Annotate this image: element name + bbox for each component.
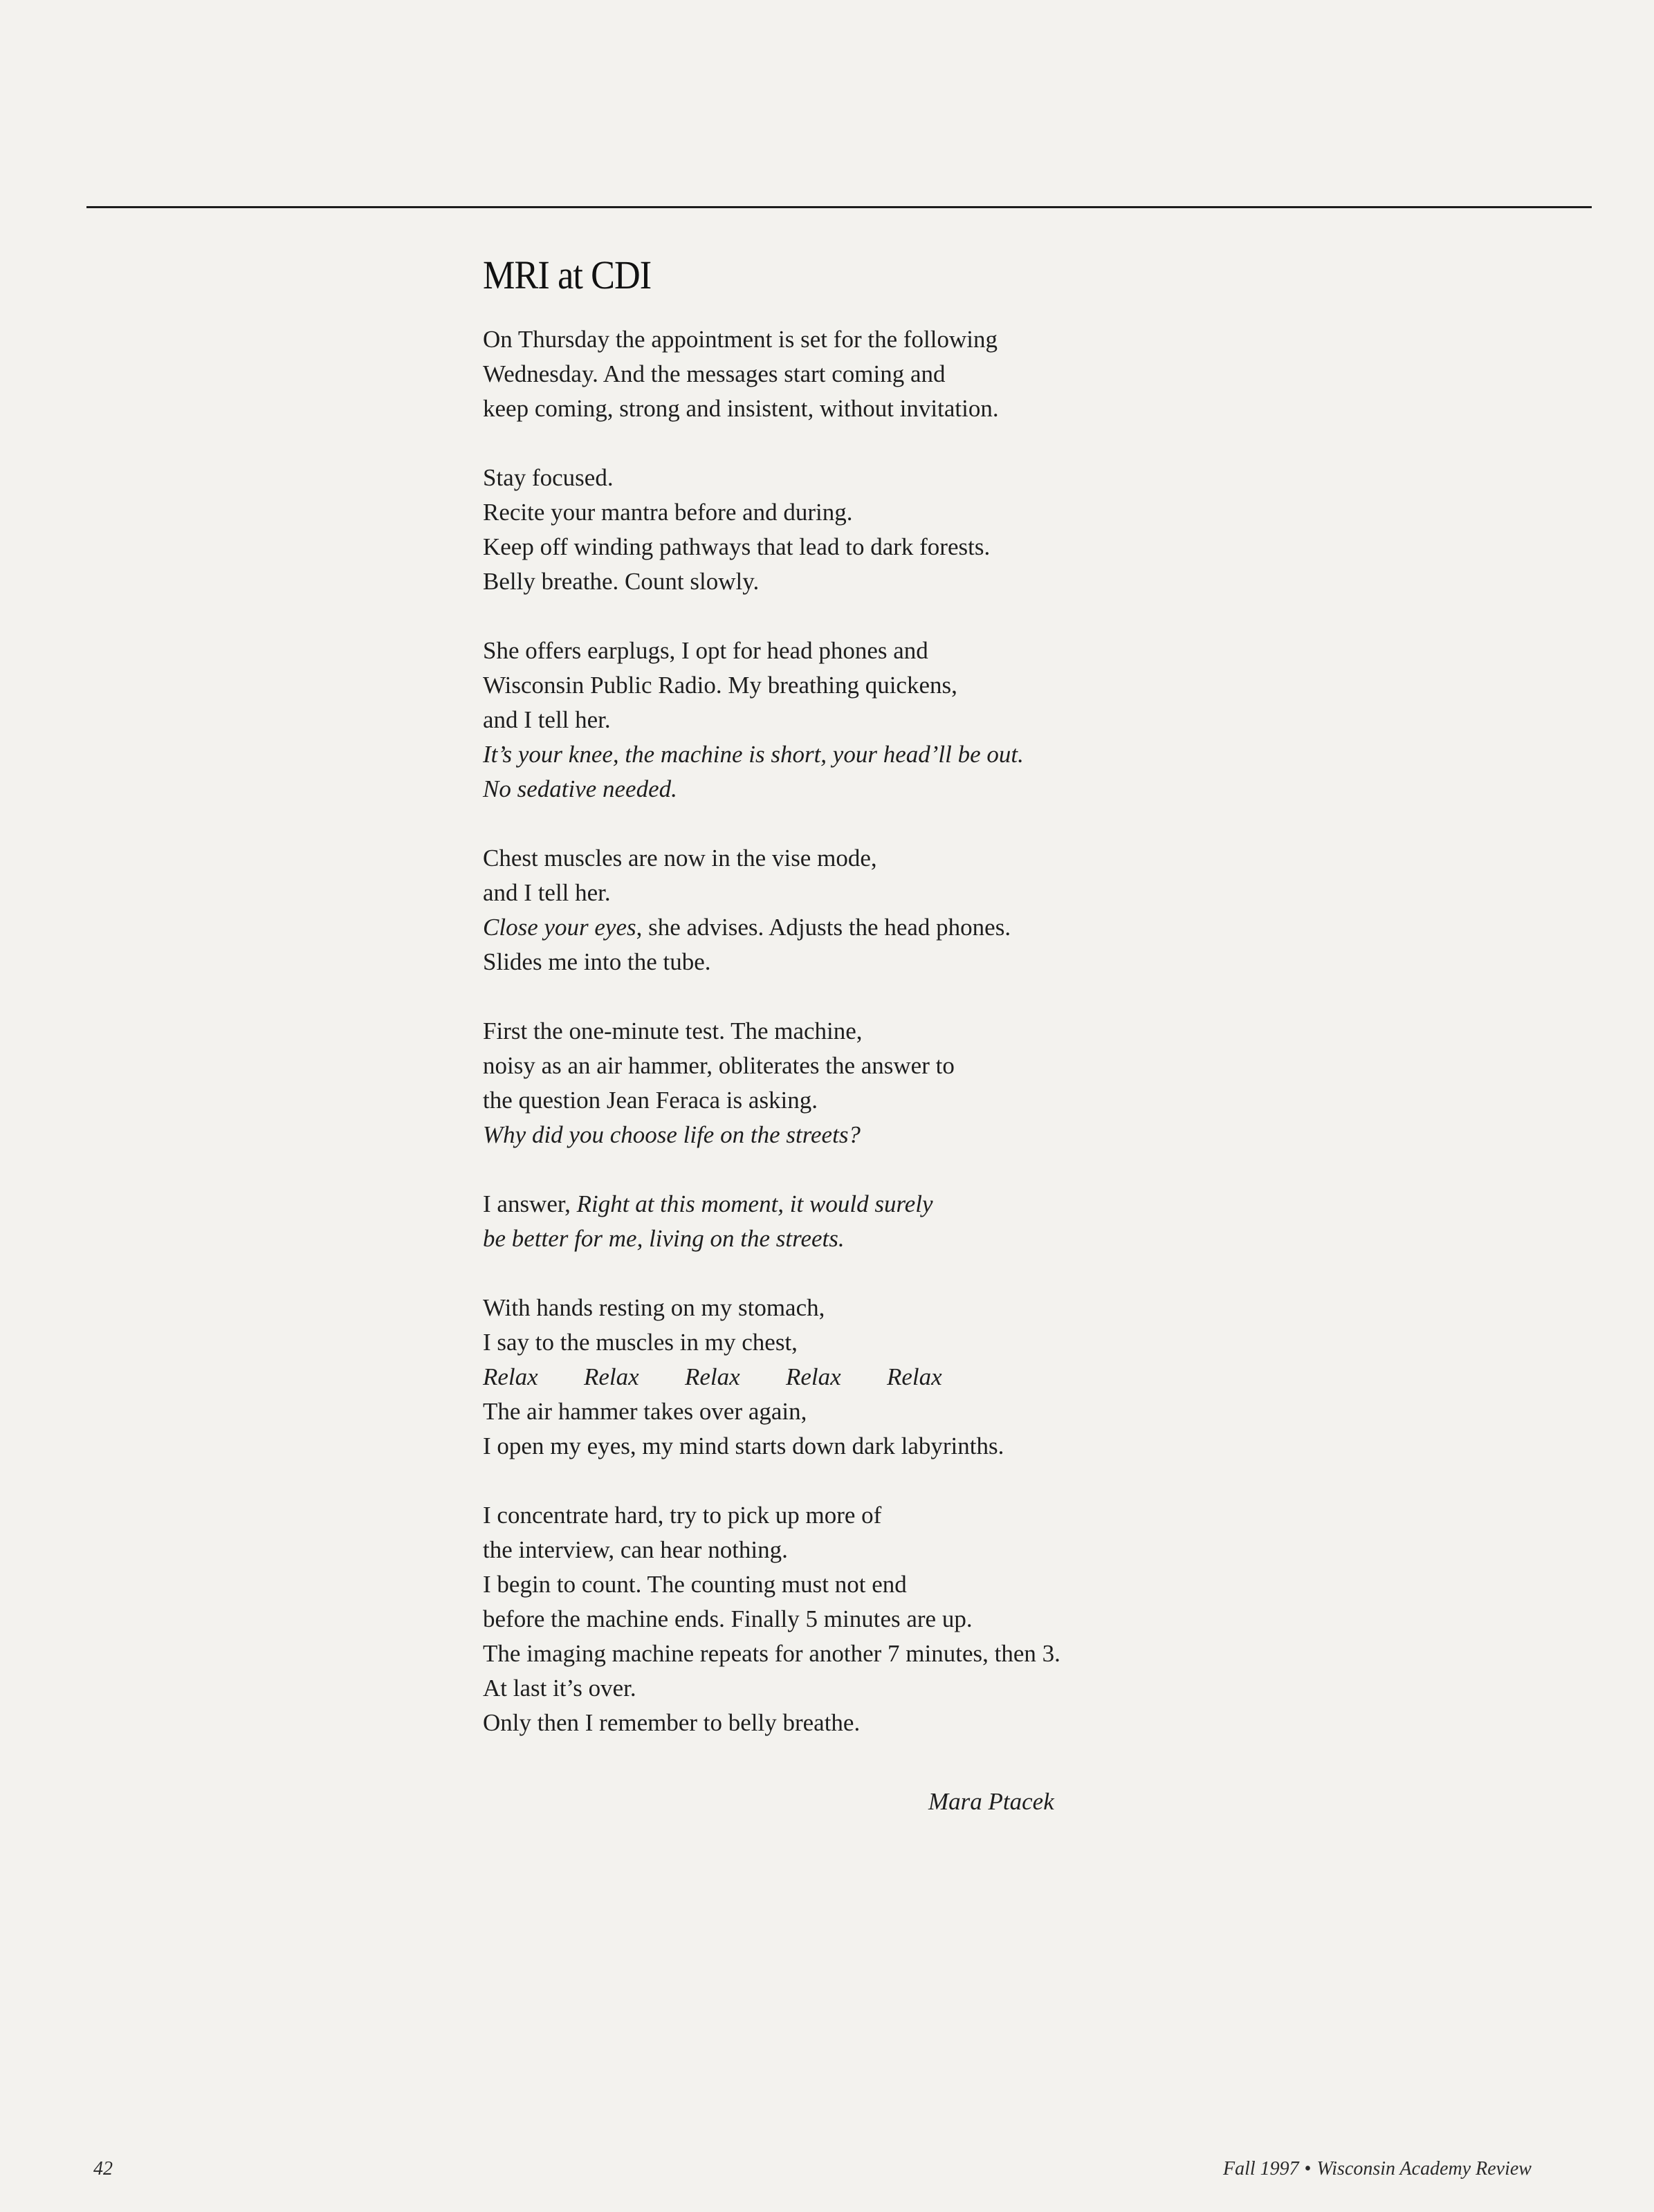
header-rule bbox=[86, 206, 1592, 208]
stanza-3 bbox=[483, 634, 1258, 807]
poem-line: Wednesday. And the messages start coming and bbox=[483, 360, 946, 387]
poem-line: Belly breathe. Count slowly. bbox=[483, 568, 760, 595]
stanza-4 bbox=[483, 841, 1258, 979]
relax-word: Relax bbox=[786, 1363, 841, 1390]
poem-line: before the machine ends. Finally 5 minutes are up. bbox=[483, 1605, 973, 1632]
poem-line-italic: Why did you choose life on the streets? bbox=[483, 1121, 861, 1148]
relax-word: Relax bbox=[483, 1363, 538, 1390]
poem-line: Keep off winding pathways that lead to dark forests. bbox=[483, 533, 991, 560]
poem-line: and I tell her. bbox=[483, 706, 611, 733]
poem-line: First the one-minute test. The machine, bbox=[483, 1017, 863, 1044]
poem-line: and I tell her. bbox=[483, 879, 611, 906]
poem-phrase: I answer, bbox=[483, 1190, 577, 1217]
poem-author: Mara Ptacek bbox=[928, 1788, 1054, 1815]
poem-line: I open my eyes, my mind starts down dark labyrinths. bbox=[483, 1432, 1004, 1459]
poem-line: I concentrate hard, try to pick up more of bbox=[483, 1502, 882, 1529]
relax-word: Relax bbox=[887, 1363, 942, 1390]
poem-line-italic: No sedative needed. bbox=[483, 775, 677, 802]
relax-line bbox=[483, 1360, 1258, 1394]
poem-title: MRI at CDI bbox=[483, 252, 652, 297]
poem bbox=[483, 250, 1258, 1775]
stanza-8 bbox=[483, 1498, 1258, 1740]
relax-word: Relax bbox=[685, 1363, 740, 1390]
poem-line-mixed bbox=[483, 1187, 1258, 1222]
poem-line-italic: It’s your knee, the machine is short, your head’ll be out. bbox=[483, 741, 1024, 768]
issue-date: Fall 1997 bbox=[1223, 2158, 1299, 2179]
poem-line: Only then I remember to belly breathe. bbox=[483, 1709, 861, 1736]
poem-line: Wisconsin Public Radio. My breathing quickens, bbox=[483, 672, 957, 699]
stanza-7 bbox=[483, 1291, 1258, 1464]
poem-line-mixed bbox=[483, 910, 1258, 945]
poem-line: Slides me into the tube. bbox=[483, 948, 711, 975]
poem-line: At last it’s over. bbox=[483, 1675, 636, 1702]
poem-line: She offers earplugs, I opt for head phones and bbox=[483, 637, 928, 664]
stanza-6 bbox=[483, 1187, 1258, 1256]
poem-line: the interview, can hear nothing. bbox=[483, 1536, 788, 1563]
poem-line: the question Jean Feraca is asking. bbox=[483, 1087, 818, 1114]
poem-line-italic: be better for me, living on the streets. bbox=[483, 1225, 845, 1252]
page-number: 42 bbox=[93, 2158, 113, 2179]
poem-line: I say to the muscles in my chest, bbox=[483, 1329, 798, 1356]
poem-phrase-italic: Right at this moment, it would surely bbox=[576, 1190, 933, 1217]
footer-bullet: • bbox=[1304, 2158, 1312, 2179]
poem-line: Chest muscles are now in the vise mode, bbox=[483, 845, 877, 872]
poem-line: Recite your mantra before and during. bbox=[483, 499, 853, 526]
poem-line: With hands resting on my stomach, bbox=[483, 1294, 825, 1321]
poem-line: The air hammer takes over again, bbox=[483, 1398, 807, 1425]
stanza-1 bbox=[483, 322, 1258, 426]
running-footer bbox=[1223, 2155, 1532, 2183]
poem-line: Stay focused. bbox=[483, 464, 614, 491]
publication-name: Wisconsin Academy Review bbox=[1316, 2158, 1532, 2179]
poem-line: The imaging machine repeats for another 7 minutes, then 3. bbox=[483, 1640, 1060, 1667]
stanza-5 bbox=[483, 1014, 1258, 1152]
poem-phrase: , she advises. Adjusts the head phones. bbox=[636, 914, 1011, 941]
relax-word: Relax bbox=[584, 1363, 639, 1390]
poem-line: noisy as an air hammer, obliterates the answer to bbox=[483, 1052, 955, 1079]
poem-line: On Thursday the appointment is set for the following bbox=[483, 326, 998, 353]
poem-line: I begin to count. The counting must not end bbox=[483, 1571, 907, 1598]
poem-phrase-italic: Close your eyes bbox=[483, 914, 636, 941]
poem-line: keep coming, strong and insistent, without invitation. bbox=[483, 395, 999, 422]
stanza-2 bbox=[483, 461, 1258, 599]
